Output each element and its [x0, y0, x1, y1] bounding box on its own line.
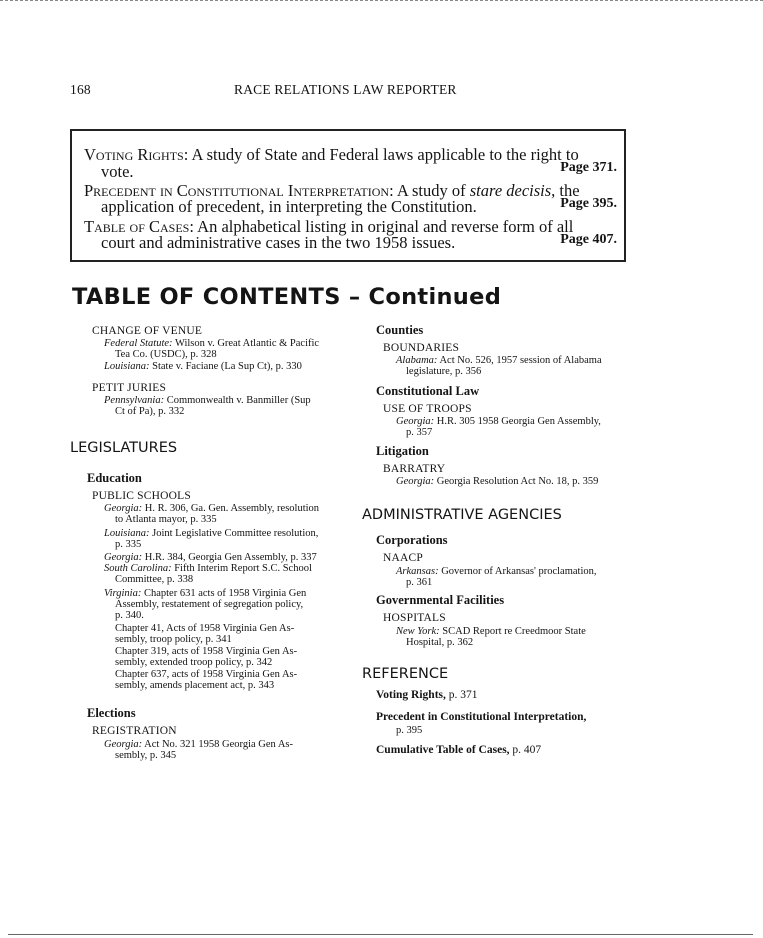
- box-item-cases-title: Table of Cases: [84, 217, 190, 236]
- entry-text: H. R. 306, Ga. Gen. Assembly, resolution: [142, 503, 320, 514]
- entry-arkansas: [396, 566, 596, 578]
- category-corporations: Corporations: [376, 533, 448, 547]
- category-litigation: Litigation: [376, 444, 429, 458]
- category-constitutional-law: Constitutional Law: [376, 384, 480, 398]
- entry-text: Wilson v. Great Atlantic & Pacific: [172, 338, 320, 349]
- entry-virginia-637: Chapter 637, acts of 1958 Virginia Gen As-: [115, 669, 298, 680]
- entry-label: Arkansas:: [396, 566, 439, 577]
- entry-virginia-631: [104, 588, 306, 600]
- entry-text: Chapter 631 acts of 1958 Virginia Gen: [141, 588, 307, 599]
- entry-text: Act No. 526, 1957 session of Alabama: [437, 355, 602, 366]
- page-number: 168: [70, 82, 91, 97]
- entry-louisiana-committee: [104, 528, 318, 540]
- toc-title-main: TABLE OF CONTENTS: [72, 284, 341, 310]
- entry-virginia-631-page: p. 340.: [115, 610, 144, 621]
- entry-georgia-hr306: [104, 503, 319, 515]
- heading-public-schools: PUBLIC SCHOOLS: [92, 490, 191, 502]
- reference-precedent-page: p. 395: [396, 725, 423, 736]
- entry-virginia-637-cont: sembly, amends placement act, p. 343: [115, 680, 275, 691]
- entry-label: Georgia:: [104, 552, 143, 563]
- entry-label: New York:: [396, 626, 440, 637]
- section-administrative-agencies: ADMINISTRATIVE AGENCIES: [362, 507, 562, 523]
- entry-label: Virginia:: [104, 588, 142, 599]
- bottom-rule: [8, 934, 753, 935]
- entry-label: Louisiana:: [104, 361, 150, 372]
- reference-cumulative-table: [376, 745, 541, 757]
- category-governmental-facilities: Governmental Facilities: [376, 593, 505, 607]
- entry-virginia-41: Chapter 41, Acts of 1958 Virginia Gen As-: [115, 623, 295, 634]
- entry-label: Federal Statute:: [104, 338, 173, 349]
- entry-louisiana-faciane: [104, 361, 302, 373]
- box-item-precedent-title: Precedent in Constitutional Interpretation: [84, 181, 390, 200]
- entry-virginia-631-cont: Assembly, restatement of segregation policy,: [115, 599, 304, 610]
- box-item-cases-text: : An alphabetical listing in original and reverse form of all: [189, 217, 574, 236]
- entry-new-york: [396, 626, 586, 638]
- reference-title: Precedent in Constitutional Interpretation,: [376, 711, 587, 723]
- entry-label: Georgia:: [396, 476, 435, 487]
- entry-text: Commonwealth v. Banmiller (Sup: [164, 395, 311, 406]
- box-item-voting-text: : A study of State and Federal laws applicable to the right to: [183, 145, 579, 164]
- entry-text: Act No. 321 1958 Georgia Gen As-: [142, 739, 293, 750]
- entry-georgia-hr384: [104, 552, 317, 564]
- entry-pennsylvania: [104, 395, 311, 407]
- top-dashed-edge: [0, 0, 763, 2]
- entry-text: Joint Legislative Committee resolution,: [149, 528, 319, 539]
- heading-naacp: NAACP: [383, 552, 423, 564]
- entry-label: Georgia:: [104, 503, 143, 514]
- entry-label: Alabama:: [396, 355, 438, 366]
- section-reference: REFERENCE: [362, 666, 449, 682]
- category-counties: Counties: [376, 323, 424, 337]
- box-item-precedent-text-a: : A study of: [389, 181, 470, 200]
- reference-voting-rights: [376, 690, 478, 702]
- toc-title: [72, 284, 501, 310]
- entry-text: Georgia Resolution Act No. 18, p. 359: [434, 476, 599, 487]
- entry-text: State v. Faciane (La Sup Ct), p. 330: [149, 361, 302, 372]
- entry-text: SCAD Report re Creedmoor State: [439, 626, 586, 637]
- box-item-voting-title: Voting Rights: [84, 145, 184, 164]
- box-item-precedent-italic: stare decisis: [469, 181, 552, 200]
- heading-hospitals: HOSPITALS: [383, 612, 446, 624]
- entry-new-york-cont: Hospital, p. 362: [406, 637, 474, 648]
- entry-label: Georgia:: [104, 739, 143, 750]
- reference-title: Voting Rights,: [376, 689, 446, 701]
- entry-label: Louisiana:: [104, 528, 150, 539]
- heading-change-of-venue: CHANGE OF VENUE: [92, 325, 203, 337]
- heading-boundaries: BOUNDARIES: [383, 342, 460, 354]
- entry-text: Governor of Arkansas' proclamation,: [438, 566, 597, 577]
- entry-virginia-319-cont: sembly, extended troop policy, p. 342: [115, 657, 273, 668]
- entry-label: Pennsylvania:: [104, 395, 165, 406]
- entry-georgia-hr306-cont: to Atlanta mayor, p. 335: [115, 514, 217, 525]
- reference-page: p. 407: [509, 744, 542, 756]
- entry-georgia-act18: [396, 476, 598, 488]
- entry-virginia-41-cont: sembly, troop policy, p. 341: [115, 634, 232, 645]
- entry-arkansas-cont: p. 361: [406, 577, 433, 588]
- reference-page: p. 371: [445, 689, 478, 701]
- box-item-cases-line2: court and administrative cases in the two 1958 issues.: [101, 233, 456, 252]
- entry-alabama-cont: legislature, p. 356: [406, 366, 482, 377]
- entry-label: Georgia:: [396, 416, 435, 427]
- box-item-voting-line1: [84, 146, 579, 164]
- entry-alabama: [396, 355, 602, 367]
- running-title: RACE RELATIONS LAW REPORTER: [234, 82, 457, 97]
- category-education: Education: [87, 471, 142, 485]
- entry-georgia-hr305-cont: p. 357: [406, 427, 433, 438]
- heading-barratry: BARRATRY: [383, 463, 446, 475]
- heading-use-of-troops: USE OF TROOPS: [383, 403, 472, 415]
- entry-virginia-319: Chapter 319, acts of 1958 Virginia Gen As-: [115, 646, 298, 657]
- entry-federal-statute-cont: Tea Co. (USDC), p. 328: [115, 349, 217, 360]
- entry-south-carolina: [104, 563, 312, 575]
- entry-label: South Carolina:: [104, 563, 172, 574]
- category-elections: Elections: [87, 706, 136, 720]
- toc-title-suffix: – Continued: [340, 284, 502, 310]
- box-item-voting-line2: vote.: [101, 162, 134, 181]
- heading-registration: REGISTRATION: [92, 725, 177, 737]
- entry-louisiana-committee-cont: p. 335: [115, 539, 142, 550]
- entry-georgia-act321: [104, 739, 293, 751]
- entry-text: H.R. 305 1958 Georgia Gen Assembly,: [434, 416, 601, 427]
- entry-georgia-hr305: [396, 416, 601, 428]
- heading-petit-juries: PETIT JURIES: [92, 382, 167, 394]
- entry-text: Fifth Interim Report S.C. School: [171, 563, 312, 574]
- box-item-precedent-text-b: , the: [551, 181, 580, 200]
- reference-title: Cumulative Table of Cases,: [376, 744, 510, 756]
- box-item-cases-page: Page 407.: [560, 232, 617, 247]
- entry-georgia-act321-cont: sembly, p. 345: [115, 750, 177, 761]
- entry-text: H.R. 384, Georgia Gen Assembly, p. 337: [142, 552, 317, 563]
- section-legislatures: LEGISLATURES: [70, 440, 178, 456]
- entry-pennsylvania-cont: Ct of Pa), p. 332: [115, 406, 185, 417]
- entry-federal-statute: [104, 338, 319, 350]
- box-item-precedent-page: Page 395.: [560, 196, 617, 211]
- box-item-precedent-line2: application of precedent, in interpreting the Constitution.: [101, 197, 477, 216]
- reference-precedent: [376, 712, 586, 724]
- box-item-voting-page: Page 371.: [560, 160, 617, 175]
- entry-south-carolina-cont: Committee, p. 338: [115, 574, 194, 585]
